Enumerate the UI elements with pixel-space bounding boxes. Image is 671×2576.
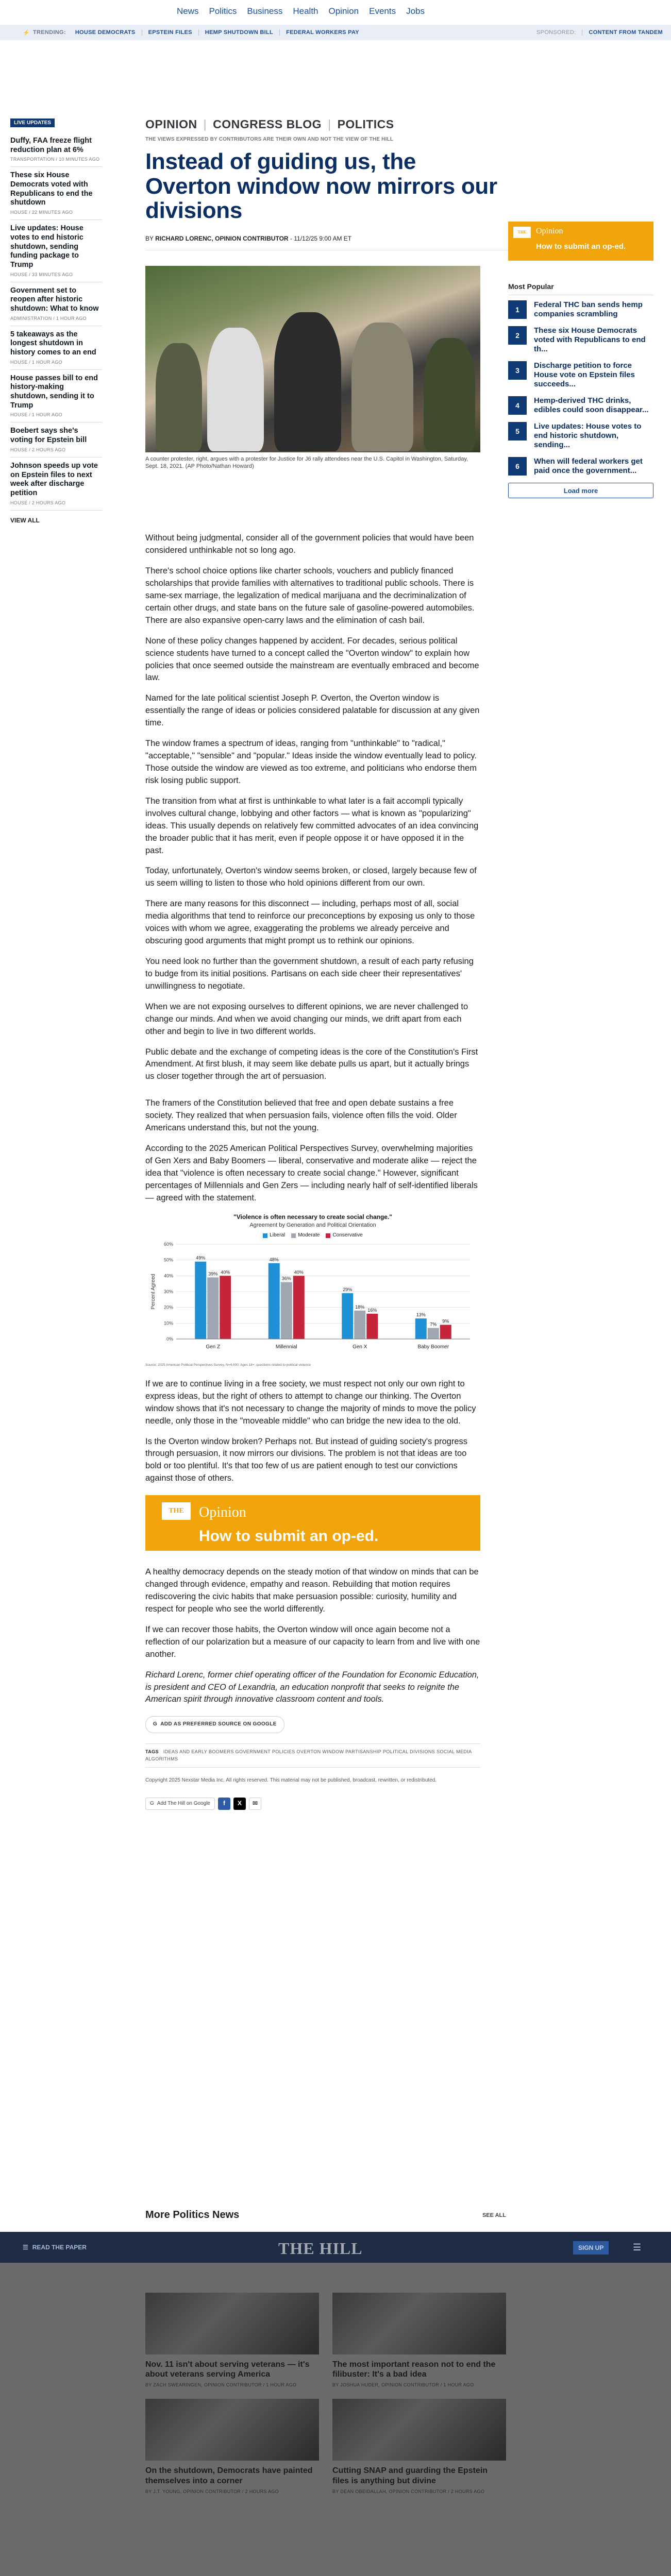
author-link[interactable]: RICHARD LORENC, OPINION CONTRIBUTOR [155, 234, 289, 242]
list-item-title[interactable]: Duffy, FAA freeze flight reduction plan at 6% [10, 137, 92, 154]
paragraph: There's school choice options like charter schools, vouchers and publicly financed scholarships that provide families with alternatives to traditional public schools. There is same-sex marriage, the legalization of medical marijuana and the decriminalization of certain other drugs, and state bans on the future sale of gasoline-powered automobiles. There are also expansive open-carry laws and the elimination of cash bail. [145, 566, 475, 625]
the-hill-logo: THE HILL [513, 227, 531, 238]
list-item[interactable] [10, 220, 102, 282]
left-rail-latest [10, 117, 102, 524]
paragraph: A healthy democracy depends on the steady motion of that window on minds that can be changed through evidence, empathy and reason. Rebuilding that motion requires rediscovering the civic habits that make persuasion possible: curiosity, humility and respect for people who see the world differently. [145, 1567, 479, 1614]
copyright: Copyright 2025 Nexstar Media Inc. All rights reserved. This material may not be published, broadcast, rewritten, or redistributed. [145, 1777, 437, 1783]
hero-caption: A counter protester, right, argues with a protester for Justice for J6 rally attendees near the U.S. Capitol in Washington, Saturday, Sept. 18, 2021. (AP Photo/Nathan Howard) [145, 455, 468, 470]
nav-events[interactable]: Events [369, 6, 396, 16]
paragraph: Public debate and the exchange of competing ideas is the core of the Constitution's First Amendment. At first blush, it may seem like debate pulls us apart, but it actually brings us closer together through the art of persuasion. [145, 1047, 478, 1081]
y-axis-label: Percent Agreed [150, 1274, 156, 1310]
y-tick-label: 50% [163, 1258, 173, 1263]
paragraph: The transition from what at first is unthinkable to what later is a fait accompli typically involves cultural change, lobbying and other factors — what is known as "popularizing" ideas. This usually depends on relatively few committed advocates of an idea convincing the broader public that it has merit, even if people oppose it or have opposed it in the past. [145, 796, 479, 855]
popular-title[interactable]: Hemp-derived THC drinks, edibles could soon disappear... [534, 396, 649, 414]
list-item-title[interactable]: These six House Democrats voted with Republicans to end the shutdown [10, 171, 93, 207]
nav-politics[interactable]: Politics [209, 6, 237, 16]
y-tick-label: 60% [163, 1242, 173, 1247]
list-item-title[interactable]: Boebert says she's voting for Epstein bill [10, 427, 87, 445]
data-label: 7% [430, 1322, 437, 1328]
oped-ad[interactable] [508, 222, 653, 261]
hero-image [145, 266, 480, 452]
contributor-disclaimer: THE VIEWS EXPRESSED BY CONTRIBUTORS ARE THEIR OWN AND NOT THE VIEW OF THE HILL [145, 137, 394, 142]
news-card[interactable] [332, 2293, 506, 2387]
list-item-meta: TRANSPORTATION / 10 MINUTES AGO [10, 157, 100, 162]
list-item-meta: HOUSE / 2 HOURS AGO [10, 447, 66, 452]
rank-badge: 3 [508, 361, 527, 380]
paragraph: The framers of the Constitution believed that free and open debate sustains a free society. They realized that when persuasion fails, violence often fills the void. Older Americans understand this, but not the young. [145, 1098, 457, 1133]
chart-source: Source: 2025 American Political Perspectives Survey, N=4,000; Ages 18+; questions related to political violence [145, 1363, 311, 1367]
popular-item[interactable] [508, 422, 653, 450]
card-meta: BY J.T. YOUNG, OPINION CONTRIBUTOR / 2 HOURS AGO [145, 2488, 279, 2494]
article-body [145, 532, 480, 1810]
trending-bar [0, 25, 671, 40]
news-card[interactable] [145, 2293, 319, 2387]
popular-item[interactable] [508, 361, 653, 389]
card-title[interactable]: Nov. 11 isn't about serving veterans — it's about veterans serving America [145, 2360, 310, 2379]
popular-title[interactable]: When will federal workers get paid once the government... [534, 457, 643, 475]
x-share-icon[interactable]: X [233, 1798, 246, 1810]
tags [145, 1743, 480, 1768]
popular-item[interactable] [508, 457, 653, 476]
bar-conservative [366, 1314, 378, 1339]
data-label: 40% [221, 1269, 230, 1275]
google-preferred-button[interactable]: G Add The Hill on Google [145, 1798, 215, 1810]
google-icon: G [153, 1721, 158, 1727]
nav-jobs[interactable]: Jobs [406, 6, 425, 16]
trending-item[interactable]: FEDERAL WORKERS PAY [279, 29, 365, 36]
google-icon: G [150, 1800, 154, 1806]
list-item-title[interactable]: House passes bill to end history-making shutdown, sending it to Trump [10, 374, 98, 410]
sponsored-link[interactable]: CONTENT FROM TANDEM [582, 29, 671, 36]
card-title[interactable]: On the shutdown, Democrats have painted themselves into a corner [145, 2466, 313, 2485]
rank-badge: 2 [508, 326, 527, 345]
chart-legend [145, 1232, 480, 1240]
load-more-button[interactable]: Load more [508, 483, 653, 498]
byline: BY RICHARD LORENC, OPINION CONTRIBUTOR - 11/12/25 9:00 AM ET [145, 234, 352, 242]
paragraph: If we are to continue living in a free society, we must respect not only our own right to express ideas, but the right of others to attempt to change our thinking. The Overton window shows that it's not necessary to change the majority of minds to move the policy needle, only those in the "moveable middle" who can bridge the new idea to the old. [145, 1379, 476, 1426]
paragraph: Today, unfortunately, Overton's window seems broken, or closed, largely because few of us seem willing to listen to those who hold opinions different from our own. [145, 866, 477, 888]
chart [145, 1213, 480, 1368]
bar-liberal [269, 1263, 280, 1339]
opinion-label: Opinion [199, 1504, 246, 1521]
list-item[interactable] [10, 282, 102, 326]
card-image [332, 2293, 506, 2354]
article [145, 117, 506, 1810]
sponsored-label: SPONSORED: [536, 29, 576, 36]
paragraph: Named for the late political scientist Joseph P. Overton, the Overton window is essentially the range of ideas or policies considered palatable for discussion at any given time. [145, 693, 480, 728]
breadcrumb-separator: | [203, 117, 207, 131]
popular-title[interactable]: Live updates: House votes to end historic shutdown, sending... [534, 422, 642, 449]
preferred-source-button[interactable]: G ADD AS PREFERRED SOURCE ON GOOGLE [145, 1716, 284, 1733]
card-meta: BY DEAN OBEIDALLAH, OPINION CONTRIBUTOR / 2 HOURS AGO [332, 2488, 485, 2494]
oped-banner[interactable] [145, 1495, 480, 1551]
paragraph: There are many reasons for this disconnect — including, perhaps most of all, social media algorithms that tend to reinforce our preconceptions by exposing us only to those voices with whom we agree, exaggerating the problems we already perceive and obscuring good arguments that might prompt us to rethink our opinions. [145, 899, 475, 946]
y-tick-label: 0% [166, 1336, 173, 1342]
nav-business[interactable]: Business [247, 6, 283, 16]
more-politics-news [145, 2209, 506, 2221]
bar-conservative [293, 1276, 305, 1340]
top-nav [0, 0, 671, 20]
right-rail [508, 222, 653, 498]
breadcrumb-politics[interactable]: POLITICS [337, 117, 394, 131]
author-note: Richard Lorenc, former chief operating officer of the Foundation for Economic Education, is president and CEO of Lexandria, an education nonprofit that seeks to reignite the American spirit through innovative classroom content and tools. [145, 1670, 479, 1704]
list-item-meta: HOUSE / 1 HOUR AGO [10, 412, 62, 418]
list-item-meta: ADMINISTRATION / 1 HOUR AGO [10, 315, 87, 321]
bar-liberal [342, 1294, 353, 1340]
list-item[interactable] [10, 132, 102, 167]
signup-button[interactable]: SIGN UP [573, 2241, 609, 2255]
data-label: 48% [269, 1257, 279, 1263]
list-item-title[interactable]: Government set to reopen after historic shutdown: What to know [10, 286, 99, 313]
paragraph: If we can recover those habits, the Overton window will once again become not a reflection of our polarization but a measure of our capacity to learn from and live with one another. [145, 1624, 480, 1659]
trending-item[interactable]: HEMP SHUTDOWN BILL [198, 29, 279, 36]
bar-conservative [440, 1325, 451, 1340]
y-tick-label: 30% [163, 1289, 173, 1295]
card-image [145, 2399, 319, 2461]
paragraph: You need look no further than the government shutdown, a result of each party refusing to budge from its initial positions. Partisans on each side cheer their representatives' unwillingness to negotiate. [145, 956, 474, 991]
nav-opinion[interactable]: Opinion [328, 6, 359, 16]
data-label: 36% [281, 1276, 291, 1282]
bar-moderate [281, 1282, 292, 1339]
breadcrumb-congress-blog[interactable]: CONGRESS BLOG [213, 117, 322, 131]
list-item-title[interactable]: Live updates: House votes to end historic shutdown, sending funding package to Trump [10, 224, 83, 269]
bar-conservative [220, 1276, 231, 1340]
view-all-link[interactable]: VIEW ALL [10, 516, 40, 524]
legend-moderate: Moderate [291, 1232, 320, 1240]
paragraph: Is the Overton window broken? Perhaps not. But instead of guiding society's progress through persuasion, it now mirrors our divisions. The problem is not that ideas are too bold or too plentiful. It's that too few of us are patient enough to test our convictions against those of others. [145, 1436, 468, 1483]
x-tick-label: Gen X [353, 1344, 367, 1350]
data-label: 49% [196, 1256, 206, 1261]
y-tick-label: 40% [163, 1273, 173, 1279]
rank-badge: 5 [508, 422, 527, 440]
trending-label: ⚡ TRENDING: [23, 29, 66, 36]
popular-item[interactable] [508, 326, 653, 354]
card-meta: BY ZACH SWEARINGEN, OPINION CONTRIBUTOR / 1 HOUR AGO [145, 2382, 297, 2388]
tags-label: TAGS [145, 1749, 159, 1754]
popular-item[interactable] [508, 396, 653, 415]
news-cards [145, 2293, 506, 2494]
breadcrumb-opinion[interactable]: OPINION [145, 117, 197, 131]
data-label: 40% [294, 1269, 304, 1275]
y-tick-label: 20% [163, 1305, 173, 1311]
tag-list[interactable]: IDEAS AND EARLY BOOMERS GOVERNMENT POLICIES OVERTON WINDOW PARTISANSHIP POLITICAL DIVISIONS SOCIAL MEDIA ALGORITHMS [145, 1749, 472, 1762]
breadcrumb-separator: | [328, 117, 331, 131]
data-label: 9% [442, 1318, 449, 1324]
the-hill-logo[interactable]: THE HILL [278, 2239, 363, 2258]
legend-conservative: Conservative [326, 1232, 362, 1240]
popular-title[interactable]: Discharge petition to force House vote on Epstein files succeeds... [534, 361, 635, 388]
bar-moderate [354, 1311, 365, 1339]
trending-item[interactable]: HOUSE DEMOCRATS [75, 29, 136, 36]
data-label: 18% [355, 1304, 365, 1310]
paragraph: According to the 2025 American Political Perspectives Survey, overwhelming majorities of Gen Xers and Baby Boomers — liberal, conservative and moderate alike — reject the idea that "violence is often necessary to create social change." However, significant percentages of Millennials and Gen Zers — including nearly half of self-identified liberals — agreed with the statement. [145, 1144, 478, 1202]
bottom-share-row [145, 1798, 480, 1810]
breadcrumb [145, 117, 506, 131]
data-label: 13% [416, 1312, 426, 1318]
chart-title: "Violence is often necessary to create social change." [233, 1213, 392, 1221]
page-title: Instead of guiding us, the Overton window now mirrors our divisions [145, 149, 497, 224]
data-label: 39% [208, 1271, 218, 1277]
list-item[interactable] [10, 422, 102, 457]
list-item[interactable] [10, 167, 102, 220]
paragraph: Without being judgmental, consider all of the government policies that would have been considered unthinkable not so long ago. [145, 533, 474, 555]
news-card[interactable] [145, 2399, 319, 2494]
list-item-meta: HOUSE / 2 HOURS AGO [10, 500, 66, 505]
trending-icon: ⚡ [23, 29, 30, 36]
popular-title[interactable]: These six House Democrats voted with Republicans to end th... [534, 326, 646, 353]
list-item[interactable] [10, 457, 102, 511]
card-image [332, 2399, 506, 2461]
oped-cta[interactable]: How to submit an op-ed. [536, 242, 626, 251]
rank-badge: 4 [508, 396, 527, 415]
sticky-header [0, 2232, 671, 2263]
the-hill-logo: THE HILL [162, 1502, 191, 1520]
nav-news[interactable]: News [177, 6, 199, 16]
paragraph: None of these policy changes happened by accident. For decades, serious political science students have turned to a concept called the "Overton window" to explain how policies that once seemed outside the mainstream are eventually embraced and become law. [145, 636, 479, 683]
hamburger-icon[interactable]: ☰ [633, 2242, 642, 2252]
news-card[interactable] [332, 2399, 506, 2494]
menu-icon: ☰ [23, 2244, 28, 2251]
popular-item[interactable] [508, 300, 653, 319]
list-item[interactable] [10, 326, 102, 370]
x-tick-label: Gen Z [206, 1344, 221, 1350]
trending-item[interactable]: EPSTEIN FILES [142, 29, 198, 36]
most-popular [508, 282, 653, 498]
opinion-label: Opinion [536, 227, 563, 235]
bar-liberal [195, 1262, 206, 1339]
card-image [145, 2293, 319, 2354]
list-item-title[interactable]: Johnson speeds up vote on Epstein files to next week after discharge petition [10, 461, 98, 497]
bar-liberal [415, 1319, 427, 1340]
bar-moderate [207, 1278, 219, 1340]
y-tick-label: 10% [163, 1320, 173, 1326]
bar-chart-svg [145, 1239, 480, 1358]
live-updates-badge: LIVE UPDATES [10, 118, 55, 127]
paragraph: The window frames a spectrum of ideas, ranging from "unthinkable" to "radical," "acceptable," "sensible" and "popular." Ideas inside the window eventually lead to policy. Those outside the window are viewed as too extreme, and politicians who endorse them risk losing public support. [145, 739, 477, 785]
card-title[interactable]: Cutting SNAP and guarding the Epstein files is anything but divine [332, 2466, 488, 2485]
more-news-title: More Politics News [145, 2209, 240, 2221]
list-item-meta: HOUSE / 22 MINUTES AGO [10, 210, 73, 215]
publish-date: - 11/12/25 9:00 AM ET [290, 234, 352, 242]
card-meta: BY JOSHUA HUDER, OPINION CONTRIBUTOR / 1 HOUR AGO [332, 2382, 474, 2388]
facebook-share-icon[interactable]: f [218, 1798, 230, 1810]
x-tick-label: Baby Boomer [417, 1344, 449, 1350]
most-popular-title: Most Popular [508, 282, 653, 295]
chart-subtitle: Agreement by Generation and Political Orientation [249, 1222, 376, 1229]
list-item-title[interactable]: 5 takeaways as the longest shutdown in history comes to an end [10, 330, 96, 357]
legend-liberal: Liberal [263, 1232, 285, 1240]
bar-moderate [428, 1328, 439, 1339]
rank-badge: 6 [508, 457, 527, 476]
nav-health[interactable]: Health [293, 6, 318, 16]
data-label: 16% [367, 1308, 377, 1313]
rank-badge: 1 [508, 300, 527, 319]
modal-backdrop[interactable] [0, 2232, 671, 2576]
list-item-meta: HOUSE / 1 HOUR AGO [10, 359, 62, 365]
read-paper-link[interactable]: ☰ READ THE PAPER [23, 2244, 87, 2251]
card-title[interactable]: The most important reason not to end the filibuster: It's a bad idea [332, 2360, 496, 2379]
list-item-meta: HOUSE / 33 MINUTES AGO [10, 272, 73, 277]
popular-title[interactable]: Federal THC ban sends hemp companies scrambling [534, 300, 643, 318]
data-label: 29% [343, 1287, 353, 1293]
see-all-link[interactable]: SEE ALL [482, 2212, 506, 2218]
x-tick-label: Millennial [275, 1344, 297, 1350]
email-share-icon[interactable]: ✉ [249, 1798, 261, 1810]
list-item[interactable] [10, 370, 102, 423]
paragraph: When we are not exposing ourselves to different opinions, we are never challenged to change our minds. And when we avoid changing our minds, we drift apart from each other and begin to live in two different worlds. [145, 1002, 468, 1036]
oped-cta[interactable]: How to submit an op-ed. [199, 1528, 379, 1545]
